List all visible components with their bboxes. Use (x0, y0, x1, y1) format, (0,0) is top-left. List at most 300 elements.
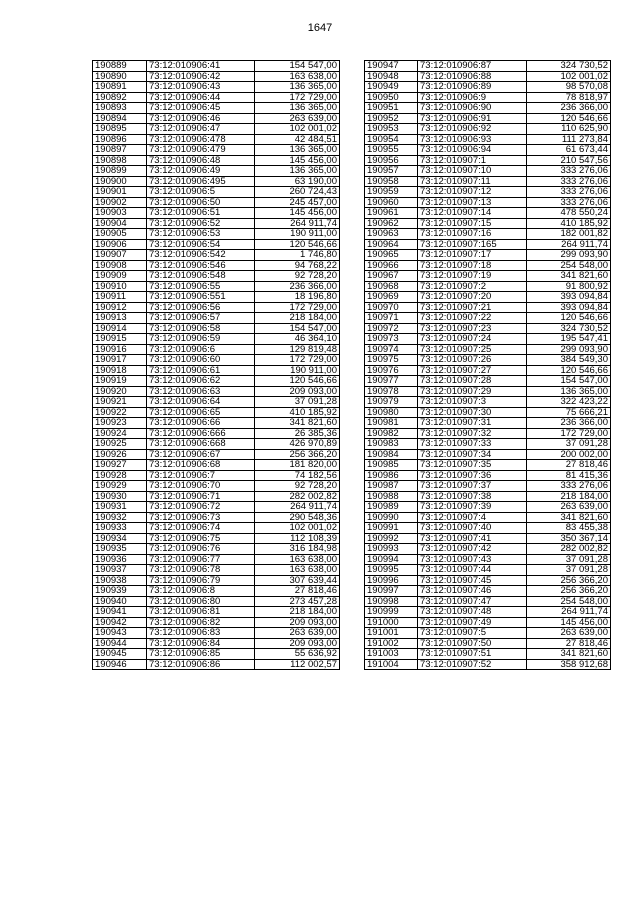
record-number-cell: 190910 (93, 281, 147, 292)
cadastral-number-cell: 73:12:010906:59 (147, 334, 255, 345)
cadastral-number-cell: 73:12:010906:479 (147, 145, 255, 156)
record-number-cell: 191004 (365, 659, 418, 670)
record-number-cell: 190981 (365, 418, 418, 429)
cadastral-number-cell: 73:12:010907:45 (418, 575, 527, 586)
cadastral-number-cell: 73:12:010906:82 (147, 617, 255, 628)
amount-cell: 136 365,00 (255, 145, 340, 156)
cadastral-number-cell: 73:12:010906:50 (147, 197, 255, 208)
cadastral-number-cell: 73:12:010907:31 (418, 418, 527, 429)
amount-cell: 195 547,41 (527, 334, 611, 345)
amount-cell: 307 639,44 (255, 575, 340, 586)
cadastral-number-cell: 73:12:010907:39 (418, 502, 527, 513)
amount-cell: 182 001,82 (527, 229, 611, 240)
record-number-cell: 190900 (93, 176, 147, 187)
cadastral-number-cell: 73:12:010907:47 (418, 596, 527, 607)
amount-cell: 120 546,66 (527, 113, 611, 124)
table-row (93, 292, 340, 303)
record-number-cell: 190955 (365, 145, 418, 156)
cadastral-number-cell: 73:12:010906:86 (147, 659, 255, 670)
cadastral-number-cell: 73:12:010906:57 (147, 313, 255, 324)
amount-cell: 1 746,80 (255, 250, 340, 261)
record-number-cell: 190950 (365, 92, 418, 103)
amount-cell: 264 911,74 (527, 607, 611, 618)
table-row (93, 323, 340, 334)
cadastral-number-cell: 73:12:010906:546 (147, 260, 255, 271)
record-number-cell: 190892 (93, 92, 147, 103)
cadastral-number-cell: 73:12:010907:23 (418, 323, 527, 334)
cadastral-number-cell: 73:12:010907:20 (418, 292, 527, 303)
record-number-cell: 190896 (93, 134, 147, 145)
cadastral-number-cell: 73:12:010906:9 (418, 92, 527, 103)
amount-cell: 299 093,90 (527, 344, 611, 355)
amount-cell: 172 729,00 (255, 92, 340, 103)
table-row (365, 302, 611, 313)
cadastral-number-cell: 73:12:010907:22 (418, 313, 527, 324)
table-row (365, 271, 611, 282)
amount-cell: 218 184,00 (527, 491, 611, 502)
page-number: 1647 (307, 22, 333, 34)
table-row (93, 386, 340, 397)
table-row (93, 586, 340, 597)
cadastral-number-cell: 73:12:010907:14 (418, 208, 527, 219)
amount-cell: 333 276,06 (527, 187, 611, 198)
cadastral-number-cell: 73:12:010906:93 (418, 134, 527, 145)
cadastral-number-cell: 73:12:010907:21 (418, 302, 527, 313)
cadastral-number-cell: 73:12:010907:42 (418, 544, 527, 555)
table-row (93, 124, 340, 135)
cadastral-number-cell: 73:12:010907:48 (418, 607, 527, 618)
record-number-cell: 190936 (93, 554, 147, 565)
amount-cell: 102 001,02 (255, 124, 340, 135)
table-row (365, 470, 611, 481)
table-row (93, 355, 340, 366)
amount-cell: 316 184,98 (255, 544, 340, 555)
record-number-cell: 190970 (365, 302, 418, 313)
cadastral-number-cell: 73:12:010906:89 (418, 82, 527, 93)
table-row (365, 376, 611, 387)
cadastral-number-cell: 73:12:010907:44 (418, 565, 527, 576)
amount-cell: 282 002,82 (527, 544, 611, 555)
table-row (365, 103, 611, 114)
cadastral-number-cell: 73:12:010906:52 (147, 218, 255, 229)
amount-cell: 83 455,38 (527, 523, 611, 534)
record-number-cell: 190932 (93, 512, 147, 523)
table-row (365, 407, 611, 418)
cadastral-number-cell: 73:12:010907:29 (418, 386, 527, 397)
table-row (93, 229, 340, 240)
table-row (365, 355, 611, 366)
table-row (365, 82, 611, 93)
cadastral-number-cell: 73:12:010906:63 (147, 386, 255, 397)
record-number-cell: 190940 (93, 596, 147, 607)
amount-cell: 341 821,60 (527, 271, 611, 282)
amount-cell: 27 818,46 (527, 638, 611, 649)
record-number-cell: 190895 (93, 124, 147, 135)
amount-cell: 410 185,92 (255, 407, 340, 418)
amount-cell: 190 911,00 (255, 365, 340, 376)
record-number-cell: 190972 (365, 323, 418, 334)
cadastral-number-cell: 73:12:010907:16 (418, 229, 527, 240)
amount-cell: 112 108,39 (255, 533, 340, 544)
table-row (365, 176, 611, 187)
table-row (93, 565, 340, 576)
amount-cell: 145 456,00 (527, 617, 611, 628)
amount-cell: 200 002,00 (527, 449, 611, 460)
amount-cell: 163 638,00 (255, 71, 340, 82)
amount-cell: 264 911,74 (255, 218, 340, 229)
cadastral-number-cell: 73:12:010907:25 (418, 344, 527, 355)
table-row (365, 334, 611, 345)
table-row (365, 575, 611, 586)
amount-cell: 341 821,60 (527, 649, 611, 660)
cadastral-number-cell: 73:12:010907:30 (418, 407, 527, 418)
table-row (93, 365, 340, 376)
cadastral-number-cell: 73:12:010906:666 (147, 428, 255, 439)
table-row (365, 460, 611, 471)
record-number-cell: 190998 (365, 596, 418, 607)
amount-cell: 254 548,00 (527, 260, 611, 271)
record-number-cell: 190924 (93, 428, 147, 439)
table-row (365, 533, 611, 544)
record-number-cell: 190977 (365, 376, 418, 387)
amount-cell: 172 729,00 (255, 302, 340, 313)
record-number-cell: 190917 (93, 355, 147, 366)
table-row (365, 628, 611, 639)
table-row (93, 449, 340, 460)
table-row (365, 523, 611, 534)
amount-cell: 210 547,56 (527, 155, 611, 166)
table-row (93, 544, 340, 555)
cadastral-number-cell: 73:12:010907:27 (418, 365, 527, 376)
cadastral-number-cell: 73:12:010906:67 (147, 449, 255, 460)
table-row (365, 617, 611, 628)
record-number-cell: 190976 (365, 365, 418, 376)
record-number-cell: 190944 (93, 638, 147, 649)
cadastral-number-cell: 73:12:010906:70 (147, 481, 255, 492)
cadastral-number-cell: 73:12:010907:52 (418, 659, 527, 670)
record-number-cell: 190931 (93, 502, 147, 513)
record-number-cell: 190979 (365, 397, 418, 408)
amount-cell: 37 091,28 (527, 565, 611, 576)
cadastral-number-cell: 73:12:010906:90 (418, 103, 527, 114)
table-row (93, 92, 340, 103)
cadastral-number-cell: 73:12:010907:43 (418, 554, 527, 565)
cadastral-number-cell: 73:12:010907:26 (418, 355, 527, 366)
amount-cell: 55 636,92 (255, 649, 340, 660)
table-row (365, 554, 611, 565)
record-number-cell: 190897 (93, 145, 147, 156)
table-row (93, 575, 340, 586)
cadastral-number-cell: 73:12:010906:5 (147, 187, 255, 198)
table-row (93, 239, 340, 250)
record-number-cell: 190992 (365, 533, 418, 544)
amount-cell: 263 639,00 (255, 113, 340, 124)
table-row (93, 607, 340, 618)
cadastral-number-cell: 73:12:010906:55 (147, 281, 255, 292)
table-row (365, 386, 611, 397)
cadastral-number-cell: 73:12:010906:68 (147, 460, 255, 471)
table-row (365, 92, 611, 103)
record-number-cell: 190960 (365, 197, 418, 208)
record-number-cell: 190893 (93, 103, 147, 114)
table-row (365, 197, 611, 208)
amount-cell: 120 546,66 (527, 365, 611, 376)
record-number-cell: 190971 (365, 313, 418, 324)
amount-cell: 172 729,00 (527, 428, 611, 439)
table-row (93, 166, 340, 177)
record-number-cell: 190964 (365, 239, 418, 250)
table-row (365, 250, 611, 261)
amount-cell: 120 546,66 (255, 376, 340, 387)
table-row (93, 208, 340, 219)
table-row (365, 113, 611, 124)
record-number-cell: 190968 (365, 281, 418, 292)
record-number-cell: 191003 (365, 649, 418, 660)
record-number-cell: 190891 (93, 82, 147, 93)
cadastral-number-cell: 73:12:010906:58 (147, 323, 255, 334)
record-number-cell: 190975 (365, 355, 418, 366)
amount-cell: 256 366,20 (255, 449, 340, 460)
record-number-cell: 190988 (365, 491, 418, 502)
cadastral-number-cell: 73:12:010907:40 (418, 523, 527, 534)
record-number-cell: 190904 (93, 218, 147, 229)
cadastral-number-cell: 73:12:010907:37 (418, 481, 527, 492)
amount-cell: 350 367,14 (527, 533, 611, 544)
amount-cell: 102 001,02 (255, 523, 340, 534)
table-row (93, 460, 340, 471)
cadastral-number-cell: 73:12:010906:542 (147, 250, 255, 261)
table-row (365, 134, 611, 145)
amount-cell: 81 415,36 (527, 470, 611, 481)
amount-cell: 27 818,46 (255, 586, 340, 597)
amount-cell: 92 728,20 (255, 481, 340, 492)
table-row (93, 376, 340, 387)
table-row (93, 134, 340, 145)
cadastral-number-cell: 73:12:010906:45 (147, 103, 255, 114)
record-number-cell: 190999 (365, 607, 418, 618)
amount-cell: 263 639,00 (527, 628, 611, 639)
amount-cell: 254 548,00 (527, 596, 611, 607)
record-number-cell: 190985 (365, 460, 418, 471)
record-number-cell: 190902 (93, 197, 147, 208)
cadastral-number-cell: 73:12:010906:56 (147, 302, 255, 313)
amount-cell: 91 800,92 (527, 281, 611, 292)
record-number-cell: 190980 (365, 407, 418, 418)
record-number-cell: 191000 (365, 617, 418, 628)
record-number-cell: 190994 (365, 554, 418, 565)
amount-cell: 324 730,52 (527, 61, 611, 72)
amount-cell: 136 365,00 (255, 103, 340, 114)
amount-cell: 181 820,00 (255, 460, 340, 471)
table-row (93, 523, 340, 534)
table-row (365, 418, 611, 429)
amount-cell: 333 276,06 (527, 197, 611, 208)
table-row (365, 449, 611, 460)
record-number-cell: 190958 (365, 176, 418, 187)
cadastral-number-cell: 73:12:010907:165 (418, 239, 527, 250)
cadastral-number-cell: 73:12:010906:64 (147, 397, 255, 408)
amount-cell: 273 457,28 (255, 596, 340, 607)
table-row (93, 481, 340, 492)
cadastral-number-cell: 73:12:010906:54 (147, 239, 255, 250)
cadastral-number-cell: 73:12:010906:94 (418, 145, 527, 156)
amount-cell: 290 548,36 (255, 512, 340, 523)
table-row (93, 659, 340, 670)
table-row (365, 344, 611, 355)
record-number-cell: 190989 (365, 502, 418, 513)
record-number-cell: 190957 (365, 166, 418, 177)
table-row (93, 302, 340, 313)
table-row (93, 428, 340, 439)
record-number-cell: 190942 (93, 617, 147, 628)
cadastral-number-cell: 73:12:010907:46 (418, 586, 527, 597)
record-number-cell: 190920 (93, 386, 147, 397)
cadastral-number-cell: 73:12:010906:51 (147, 208, 255, 219)
amount-cell: 393 094,84 (527, 302, 611, 313)
table-row (365, 502, 611, 513)
amount-cell: 324 730,52 (527, 323, 611, 334)
table-row (93, 82, 340, 93)
table-row (93, 649, 340, 660)
cadastral-number-cell: 73:12:010906:80 (147, 596, 255, 607)
table-row (93, 554, 340, 565)
cadastral-number-cell: 73:12:010906:79 (147, 575, 255, 586)
record-number-cell: 190969 (365, 292, 418, 303)
amount-cell: 426 970,89 (255, 439, 340, 450)
table-row (93, 491, 340, 502)
table-row (365, 439, 611, 450)
record-number-cell: 190978 (365, 386, 418, 397)
cadastral-number-cell: 73:12:010906:48 (147, 155, 255, 166)
table-row (365, 596, 611, 607)
cadastral-number-cell: 73:12:010907:51 (418, 649, 527, 660)
cadastral-number-cell: 73:12:010907:19 (418, 271, 527, 282)
table-row (93, 502, 340, 513)
amount-cell: 154 547,00 (255, 61, 340, 72)
cadastral-number-cell: 73:12:010906:47 (147, 124, 255, 135)
amount-cell: 264 911,74 (527, 239, 611, 250)
table-row (365, 638, 611, 649)
cadastral-number-cell: 73:12:010906:75 (147, 533, 255, 544)
cadastral-number-cell: 73:12:010906:92 (418, 124, 527, 135)
table-row (365, 166, 611, 177)
record-number-cell: 190993 (365, 544, 418, 555)
amount-cell: 384 549,30 (527, 355, 611, 366)
table-row (93, 176, 340, 187)
amount-cell: 245 457,00 (255, 197, 340, 208)
cadastral-number-cell: 73:12:010907:3 (418, 397, 527, 408)
table-row (93, 145, 340, 156)
record-number-cell: 190912 (93, 302, 147, 313)
cadastral-number-cell: 73:12:010907:18 (418, 260, 527, 271)
table-row (93, 113, 340, 124)
table-row (365, 565, 611, 576)
amount-cell: 236 366,00 (527, 103, 611, 114)
record-number-cell: 190983 (365, 439, 418, 450)
amount-cell: 256 366,20 (527, 586, 611, 597)
record-number-cell: 190951 (365, 103, 418, 114)
table-row (365, 281, 611, 292)
amount-cell: 218 184,00 (255, 607, 340, 618)
table-row (365, 323, 611, 334)
amount-cell: 74 182,56 (255, 470, 340, 481)
cadastral-number-cell: 73:12:010906:7 (147, 470, 255, 481)
amount-cell: 102 001,02 (527, 71, 611, 82)
record-number-cell: 190991 (365, 523, 418, 534)
table-row (365, 365, 611, 376)
table-row (93, 418, 340, 429)
amount-cell: 190 911,00 (255, 229, 340, 240)
table-row (365, 61, 611, 72)
cadastral-table-left (92, 60, 340, 670)
record-number-cell: 190894 (93, 113, 147, 124)
amount-cell: 209 093,00 (255, 638, 340, 649)
table-row (93, 187, 340, 198)
cadastral-number-cell: 73:12:010906:91 (418, 113, 527, 124)
record-number-cell: 190956 (365, 155, 418, 166)
table-row (93, 218, 340, 229)
cadastral-number-cell: 73:12:010906:81 (147, 607, 255, 618)
cadastral-number-cell: 73:12:010906:44 (147, 92, 255, 103)
table-row (365, 428, 611, 439)
amount-cell: 333 276,06 (527, 166, 611, 177)
amount-cell: 112 002,57 (255, 659, 340, 670)
table-row (365, 71, 611, 82)
record-number-cell: 190918 (93, 365, 147, 376)
record-number-cell: 190946 (93, 659, 147, 670)
record-number-cell: 190963 (365, 229, 418, 240)
record-number-cell: 190930 (93, 491, 147, 502)
cadastral-number-cell: 73:12:010906:8 (147, 586, 255, 597)
amount-cell: 333 276,06 (527, 481, 611, 492)
record-number-cell: 190967 (365, 271, 418, 282)
table-row (93, 439, 340, 450)
amount-cell: 111 273,84 (527, 134, 611, 145)
cadastral-number-cell: 73:12:010906:88 (418, 71, 527, 82)
record-number-cell: 190997 (365, 586, 418, 597)
record-number-cell: 190929 (93, 481, 147, 492)
table-row (93, 197, 340, 208)
cadastral-table-right (364, 60, 611, 670)
record-number-cell: 190906 (93, 239, 147, 250)
table-row (93, 260, 340, 271)
amount-cell: 136 365,00 (527, 386, 611, 397)
record-number-cell: 190889 (93, 61, 147, 72)
cadastral-number-cell: 73:12:010907:34 (418, 449, 527, 460)
record-number-cell: 190905 (93, 229, 147, 240)
record-number-cell: 190953 (365, 124, 418, 135)
amount-cell: 136 365,00 (255, 166, 340, 177)
amount-cell: 256 366,20 (527, 575, 611, 586)
record-number-cell: 190961 (365, 208, 418, 219)
cadastral-number-cell: 73:12:010906:668 (147, 439, 255, 450)
table-row (93, 397, 340, 408)
record-number-cell: 190935 (93, 544, 147, 555)
record-number-cell: 190926 (93, 449, 147, 460)
amount-cell: 358 912,68 (527, 659, 611, 670)
amount-cell: 46 364,10 (255, 334, 340, 345)
table-row (365, 397, 611, 408)
table-row (365, 491, 611, 502)
table-row (93, 334, 340, 345)
amount-cell: 129 819,48 (255, 344, 340, 355)
cadastral-number-cell: 73:12:010907:1 (418, 155, 527, 166)
amount-cell: 18 196,80 (255, 292, 340, 303)
cadastral-number-cell: 73:12:010906:78 (147, 565, 255, 576)
cadastral-number-cell: 73:12:010906:83 (147, 628, 255, 639)
record-number-cell: 190962 (365, 218, 418, 229)
record-number-cell: 190954 (365, 134, 418, 145)
